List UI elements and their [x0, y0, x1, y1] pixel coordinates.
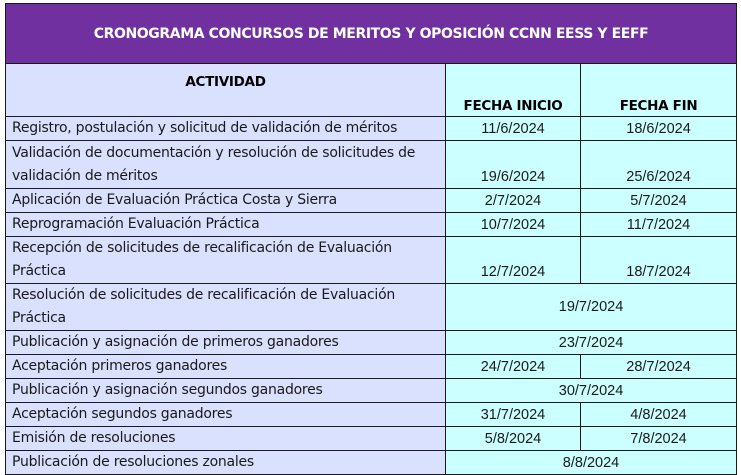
start-date-cell: 11/6/2024	[446, 117, 581, 141]
table-row	[6, 451, 737, 475]
start-date-cell: 24/7/2024	[446, 355, 581, 379]
end-date-cell: 11/7/2024	[581, 213, 737, 237]
end-date-cell: 25/6/2024	[581, 141, 737, 189]
header-start-date: FECHA INICIO	[446, 64, 581, 117]
activity-cell: Validación de documentación y resolución de solicitudes de validación de méritos	[6, 141, 446, 189]
activity-cell: Publicación de resoluciones zonales	[6, 451, 446, 475]
table-row	[6, 379, 737, 403]
table-row	[6, 331, 737, 355]
start-date-cell: 2/7/2024	[446, 189, 581, 213]
table-row	[6, 237, 737, 284]
table-title: CRONOGRAMA CONCURSOS DE MERITOS Y OPOSICIÓN CCNN EESS Y EEFF	[6, 4, 737, 64]
table-row	[6, 213, 737, 237]
date-cell: 30/7/2024	[446, 379, 737, 403]
end-date-cell: 7/8/2024	[581, 427, 737, 451]
start-date-cell: 5/8/2024	[446, 427, 581, 451]
title-row	[6, 4, 737, 64]
table-row	[6, 189, 737, 213]
date-cell: 8/8/2024	[446, 451, 737, 475]
start-date-cell: 31/7/2024	[446, 403, 581, 427]
table-row	[6, 284, 737, 331]
date-cell: 19/7/2024	[446, 284, 737, 331]
header-activity: ACTIVIDAD	[6, 64, 446, 117]
activity-cell: Aplicación de Evaluación Práctica Costa y Sierra	[6, 189, 446, 213]
header-end-date: FECHA FIN	[581, 64, 737, 117]
activity-cell: Registro, postulación y solicitud de validación de méritos	[6, 117, 446, 141]
end-date-cell: 5/7/2024	[581, 189, 737, 213]
header-row	[6, 64, 737, 117]
schedule-table	[5, 3, 737, 475]
table-row	[6, 427, 737, 451]
activity-cell: Aceptación segundos ganadores	[6, 403, 446, 427]
activity-cell: Publicación y asignación segundos ganadores	[6, 379, 446, 403]
table-row	[6, 117, 737, 141]
activity-cell: Reprogramación Evaluación Práctica	[6, 213, 446, 237]
activity-cell: Publicación y asignación de primeros ganadores	[6, 331, 446, 355]
table-row	[6, 403, 737, 427]
table-row	[6, 355, 737, 379]
start-date-cell: 12/7/2024	[446, 237, 581, 284]
end-date-cell: 28/7/2024	[581, 355, 737, 379]
activity-cell: Recepción de solicitudes de recalificación de Evaluación Práctica	[6, 237, 446, 284]
start-date-cell: 10/7/2024	[446, 213, 581, 237]
date-cell: 23/7/2024	[446, 331, 737, 355]
activity-cell: Aceptación primeros ganadores	[6, 355, 446, 379]
activity-cell: Resolución de solicitudes de recalificación de Evaluación Práctica	[6, 284, 446, 331]
end-date-cell: 18/6/2024	[581, 117, 737, 141]
table-row	[6, 141, 737, 189]
end-date-cell: 18/7/2024	[581, 237, 737, 284]
end-date-cell: 4/8/2024	[581, 403, 737, 427]
start-date-cell: 19/6/2024	[446, 141, 581, 189]
activity-cell: Emisión de resoluciones	[6, 427, 446, 451]
